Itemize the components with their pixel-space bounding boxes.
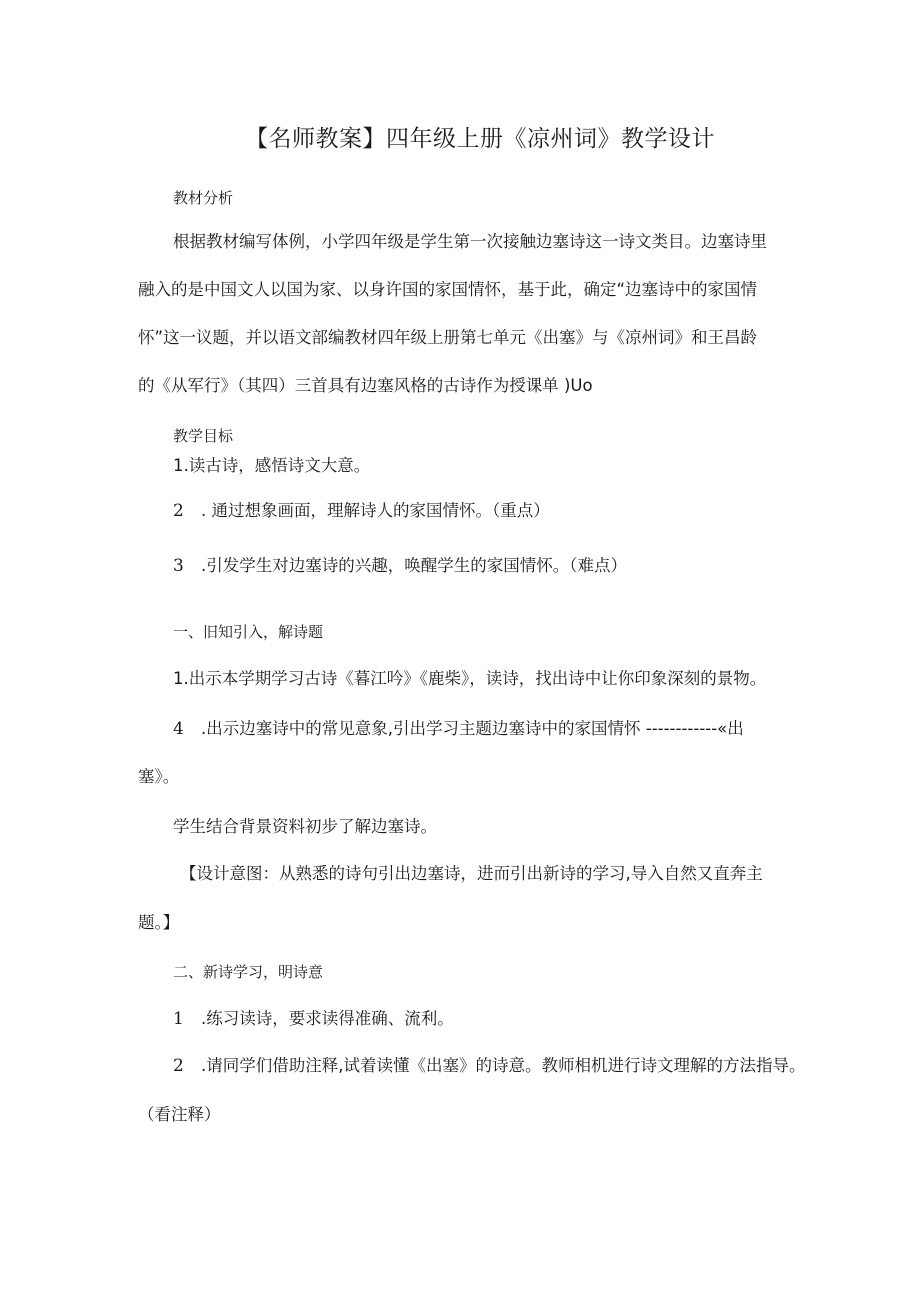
item-number: 2 (173, 1056, 184, 1076)
paragraph-line: 融入的是中国文人以国为家、以身许国的家国情怀，基于此，确定“边塞诗中的家国情 (138, 280, 758, 299)
goal-text: .引发学生对边塞诗的兴趣，唤醒学生的家国情怀。（难点） (201, 556, 627, 575)
item-number: 4 (173, 719, 184, 739)
goal-text: . 通过想象画面，理解诗人的家国情怀。（重点） (201, 501, 550, 520)
paragraph-line: 怀”这一议题，并以语文部编教材四年级上册第七单元《出塞》与《凉州词》和王昌龄 (138, 328, 758, 347)
list-item (173, 1005, 454, 1029)
goal-item-1: 1.读古诗，感悟诗文大意。 (173, 456, 371, 475)
goal-number: 3 (173, 556, 184, 576)
list-item-continued: 塞》。 (138, 767, 180, 786)
list-item (173, 1052, 806, 1076)
section-heading-teaching-goals: 教学目标 (173, 427, 234, 445)
section-heading-new-poem: 二、新诗学习，明诗意 (173, 963, 324, 981)
paragraph-line: 学生结合背景资料初步了解边塞诗。 (173, 817, 437, 836)
paragraph-line: 的《从军行》（其四）三首具有边塞风格的古诗作为授课单 )Uo (138, 376, 593, 395)
document-title: 【名师教案】四年级上册《凉州词》教学设计 (245, 126, 715, 152)
list-item: 1.出示本学期学习古诗《暮江吟》《鹿柴》，读诗，找出诗中让你印象深刻的景物。 (173, 669, 767, 688)
item-text: .请同学们借助注释,试着读懂《出塞》的诗意。教师相机进行诗文理解的方法指导。 (201, 1056, 806, 1075)
list-item-continued: （看注释） (138, 1105, 221, 1124)
section-heading-intro: 一、旧知引入，解诗题 (173, 623, 324, 641)
paragraph-line: 根据教材编写体例，小学四年级是学生第一次接触边塞诗这一诗文类目。边塞诗里 (173, 232, 767, 251)
design-intent-line: 【设计意图：从熟悉的诗句引出边塞诗，进而引出新诗的学习,导入自然又直奔主 (180, 864, 763, 883)
design-intent-line: 题。】 (138, 913, 180, 932)
section-heading-material-analysis: 教材分析 (173, 189, 234, 207)
list-item (173, 715, 744, 739)
item-number: 1 (173, 1009, 184, 1029)
goal-item-3 (173, 552, 627, 576)
goal-item-2 (173, 497, 550, 521)
goal-number: 2 (173, 501, 184, 521)
item-text: .出示边塞诗中的常见意象,引出学习主题边塞诗中的家国情怀 ------------«出 (201, 719, 744, 738)
item-text: .练习读诗，要求读得准确、流利。 (201, 1009, 454, 1028)
